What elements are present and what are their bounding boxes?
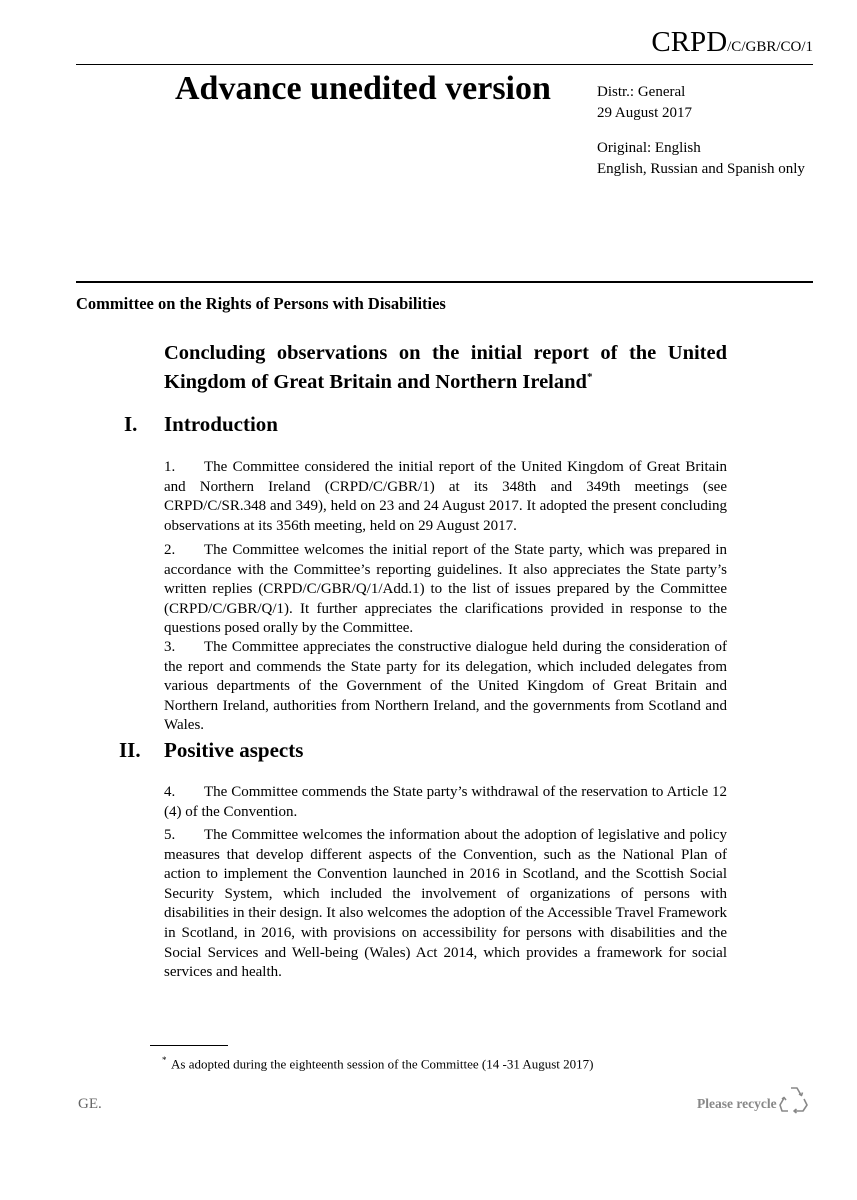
- paragraph-text: The Committee welcomes the initial report of the State party, which was prepared in accordance with the Committee’s reporting guidelines. It also appreciates the State party’s written replies (CRPD/C/GBR/Q/1/Add.1) to the list of issues prepared by the Committee (CRPD/C/GBR/Q/1). It further appreciates the clarifications provided in response to the questions posed orally by the Committee.: [164, 542, 727, 637]
- paragraph-number: 5.: [164, 827, 176, 843]
- footnote: [164, 1055, 593, 1072]
- paragraph: [164, 638, 727, 736]
- document-code: GE.: [78, 1096, 102, 1112]
- document-symbol: [651, 28, 813, 57]
- document-title: [164, 341, 727, 394]
- distribution-block: [597, 82, 805, 180]
- section-number: II.: [119, 738, 141, 762]
- recycle-icon: [778, 1083, 810, 1115]
- please-recycle-label: Please recycle: [697, 1096, 777, 1111]
- header-bottom-rule: [76, 281, 813, 283]
- title-text: Concluding observations on the initial report of the United Kingdom of Great Britain and Northern Ireland: [164, 342, 727, 393]
- status-heading: Advance unedited version: [175, 70, 551, 107]
- section-title: Introduction: [164, 412, 278, 436]
- paragraph: [164, 541, 727, 639]
- symbol-sub: /C/GBR/CO/1: [727, 39, 813, 55]
- paragraph: [164, 458, 727, 536]
- paragraph-text: The Committee commends the State party’s withdrawal of the reservation to Article 12 (4) of the Convention.: [164, 784, 727, 820]
- paragraph-number: 2.: [164, 542, 176, 558]
- paragraph-number: 3.: [164, 639, 176, 655]
- date-line: 29 August 2017: [597, 105, 693, 121]
- paragraph: [164, 826, 727, 983]
- paragraph-number: 1.: [164, 459, 176, 475]
- paragraph-text: The Committee appreciates the constructive dialogue held during the consideration of the report and commends the State party for its delegation, which included delegates from various departments of the Government of the United Kingdom of Great Britain and Northern Ireland, authorities from Northern Ireland, and the governments from Scotland and Wales.: [164, 639, 727, 734]
- section-heading: [119, 738, 141, 763]
- committee-name: Committee on the Rights of Persons with Disabilities: [76, 294, 446, 313]
- section-title: Positive aspects: [164, 738, 304, 762]
- original-language-line: Original: English: [597, 140, 701, 156]
- distribution-line: Distr.: General: [597, 84, 686, 100]
- footnote-text: As adopted during the eighteenth session of the Committee (14 -31 August 2017): [171, 1056, 594, 1072]
- section-heading: [124, 412, 137, 437]
- languages-line: English, Russian and Spanish only: [597, 161, 805, 177]
- footnote-mark: *: [162, 1055, 167, 1065]
- footnote-separator: [150, 1045, 228, 1046]
- title-footnote-mark: *: [586, 371, 593, 383]
- header-rule: [76, 64, 813, 65]
- paragraph-text: The Committee welcomes the information about the adoption of legislative and policy measures that develop different aspects of the Convention, such as the National Plan of action to implement the Convention launched in 2016 in Scotland, and the Scottish Social Security System, which included the involvement of organizations of persons with disabilities in their design. It also welcomes the adoption of the Accessible Travel Framework in Scotland, in 2016, with provisions on accessibility for persons with disabilities and the Social Services and Well-being (Wales) Act 2014, which provides a framework for social services and health.: [164, 827, 727, 981]
- paragraph-number: 4.: [164, 784, 176, 800]
- section-number: I.: [124, 412, 138, 436]
- paragraph-text: The Committee considered the initial report of the United Kingdom of Great Britain and Northern Ireland (CRPD/C/GBR/1) at its 348th and 349th meetings (see CRPD/C/SR.348 and 349), held on 23 and 24 August 2017. It adopted the present concluding observations at its 356th meeting, held on 29 August 2017.: [164, 459, 727, 534]
- symbol-main: CRPD: [651, 26, 728, 58]
- paragraph: [164, 783, 727, 822]
